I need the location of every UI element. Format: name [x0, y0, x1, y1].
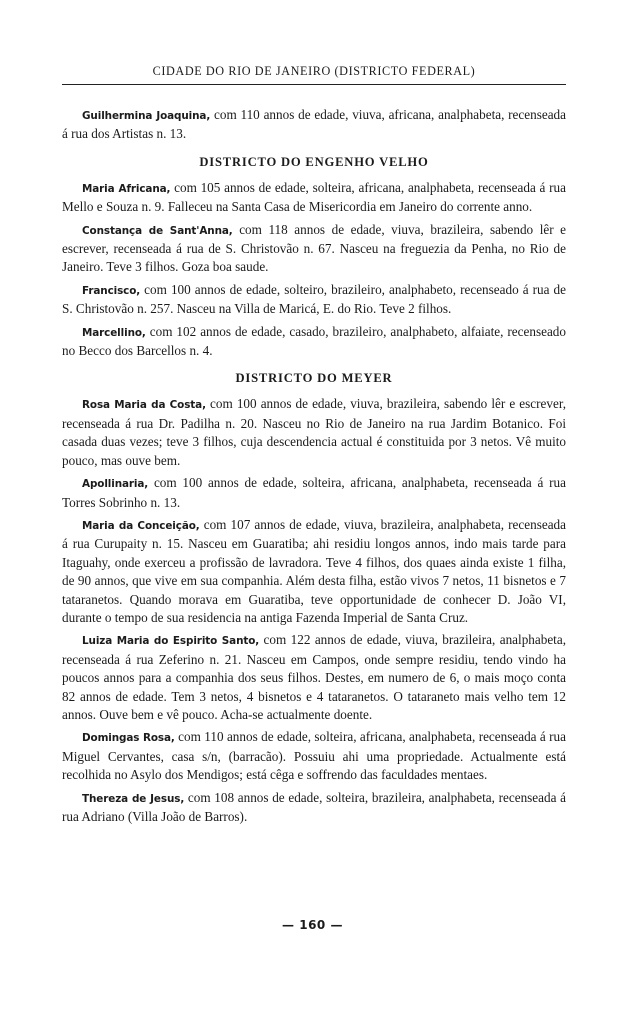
record-name: Maria da Conceição, [82, 519, 200, 532]
section-meyer [62, 371, 566, 826]
section-title: DISTRICTO DO MEYER [235, 371, 393, 386]
section-continuation [62, 106, 566, 144]
record-text: com 100 annos de edade, viuva, brazileira, sabendo lêr e escrever, recenseada á rua Dr. Padilha n. 20. Nasceu no Rio de Janeiro na rua Jardim Botanico. Foi casada duas vezes; teve 3 filhos, cuja descendencia actual é constituida por 3 netos. Vê muito pouco, mas ouve bem. [62, 396, 566, 468]
record-entry [62, 516, 566, 627]
record-text: com 107 annos de edade, viuva, brazileira, analphabeta, recenseada á rua Curupaity n. 15. Nasceu em Guaratiba; ahi residiu longos annos, indo mais tarde para Itaguahy, onde exerceu a profissão de lavradora. Teve 4 filhos, dos quaes ainda existe 1 filha, de 90 annos, que vive em sua companhia. Além desta filha, estão vivos 7 netos, 11 bisnetos e 7 tataranetos. Quando morava em Guaratiba, teve opportunidade de conhecer D. João VI, durante o tempo de sua residencia na antiga Fazenda Imperial de Santa Cruz. [62, 516, 566, 625]
record-entry [62, 221, 566, 277]
record-name: Francisco, [82, 284, 141, 297]
record-text: com 100 annos de edade, solteiro, brazileiro, analphabeto, recenseado á rua de S. Christovão n. 257. Nasceu na Villa de Maricá, E. do Rio. Teve 2 filhos. [62, 281, 566, 317]
record-entry [62, 474, 566, 512]
record-name: Rosa Maria da Costa, [82, 399, 206, 412]
record-text: com 122 annos de edade, viuva, brazileira, analphabeta, recenseada á rua Zeferino n. 21. Nasceu em Campos, onde sempre residiu, tendo vindo ha poucos annos para a companhia dos seus filhos. Destes, em numero de 6, o mais moço conta 82 annos de edade. Tem 3 netos, 4 bisnetos e 4 tataranetos. O tataraneto mais velho tem 12 annos. Ouve bem e vê pouco. Acha-se actualmente doente. [62, 632, 566, 722]
record-name: Domingas Rosa, [82, 732, 175, 745]
record-entry [62, 179, 566, 217]
record-entry [62, 395, 566, 470]
record-name: Constança de Sant'Anna, [82, 224, 233, 237]
record-entry [62, 106, 566, 144]
record-text: com 118 annos de edade, viuva, brazileira, sabendo lêr e escrever, recenseada á rua de S. Christovão n. 67. Nasceu na freguezia da Penha, no Rio de Janeiro. Teve 3 filhos. Goza boa saude. [62, 221, 567, 275]
record-entry [62, 789, 566, 827]
section-engenho-velho [62, 155, 566, 361]
record-name: Maria Africana, [82, 182, 171, 195]
document-page [62, 64, 566, 830]
record-text: com 110 annos de edade, solteira, africana, analphabeta, recenseada á rua Miguel Cervantes, casa s/n, (barracão). Possuiu ahi uma propriedade. Actualmente está recolhida no Asylo dos Mendigos; está cêga e soffrendo das faculdades mentaes. [62, 729, 566, 783]
running-head: CIDADE DO RIO DE JANEIRO (DISTRICTO FEDERAL) [62, 64, 566, 85]
record-name: Thereza de Jesus, [82, 792, 185, 805]
record-text: com 108 annos de edade, solteira, brazileira, analphabeta, recenseada á rua Adriano (Villa João de Barros). [62, 789, 566, 824]
page-number: — 160 — [282, 918, 343, 932]
record-text: com 100 annos de edade, solteira, africana, analphabeta, recenseada á rua Torres Sobrinho n. 13. [62, 475, 566, 510]
record-text: com 102 annos de edade, casado, brazileiro, analphabeto, alfaiate, recenseado no Becco dos Barcellos n. 4. [62, 323, 566, 359]
record-entry [62, 323, 566, 361]
record-text: com 110 annos de edade, viuva, africana, analphabeta, recenseada á rua dos Artistas n. 13. [62, 107, 567, 142]
record-text: com 105 annos de edade, solteira, africana, analphabeta, recenseada á rua Mello e Souza n. 9. Falleceu na Santa Casa de Misericordia em Janeiro do corrente anno. [62, 179, 566, 215]
record-entry [62, 631, 566, 724]
record-name: Guilhermina Joaquina, [82, 110, 211, 122]
record-entry [62, 281, 566, 319]
record-name: Marcellino, [82, 326, 146, 339]
record-name: Luiza Maria do Espirito Santo, [82, 635, 260, 648]
section-title: DISTRICTO DO ENGENHO VELHO [199, 154, 429, 169]
record-name: Apollinaria, [82, 478, 149, 491]
record-entry [62, 728, 566, 784]
